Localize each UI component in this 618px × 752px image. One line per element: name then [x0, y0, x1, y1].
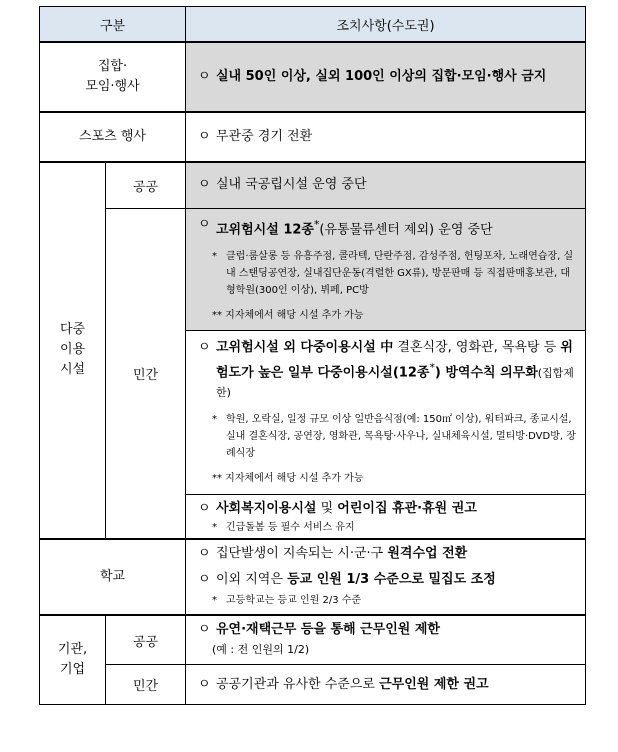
measures-table [39, 6, 586, 705]
sub-private: 민간 [106, 208, 186, 539]
measure-multi-public: ㅇ 실내 국공립시설 운영 중단 [186, 162, 586, 208]
header-measures: 조치사항(수도권) [186, 7, 586, 43]
row-multi-public [40, 162, 586, 208]
note-school: * 고등학교는 등교 인원 2/3 수준 [212, 595, 362, 607]
measure-welfare: ㅇ 사회복지이용시설 및 어린이집 휴관·휴원 권고 * 긴급돌봄 등 필수 서비스 유지 [186, 494, 586, 539]
category-company: 기관, 기업 [40, 615, 106, 705]
sub-public: 공공 [106, 162, 186, 208]
measure-sports: ㅇ 무관중 경기 전환 [186, 112, 586, 162]
note2-other-facilities: ** 지자체에서 해당 시설 추가 가능 [212, 472, 364, 484]
note-welfare: * 긴급돌봄 등 필수 서비스 유지 [212, 521, 355, 533]
measure-high-risk: ㅇ 고위험시설 12종*(유통물류센터 제외) 운영 중단 * 클럽·룸살롱 등 유흥주점, 콜라텍, 단란주점, 감성주점, 헌팅포차, 노래연습장, 실내 스탠딩공연장, 실내집단운동(격렬한 GX류), 방문판매 등 직접판매홍보관, 대형학원(300인 이상), 뷔페, PC방 ** 지자체에서 해당 시설 추가 가능 [186, 208, 586, 330]
category-gathering: 집합· 모임·행사 [40, 42, 186, 112]
note-company-public: (예 : 전 인원의 1/2) [212, 643, 310, 657]
row-sports [40, 112, 586, 162]
category-multi-use-facilities: 다중 이용 시설 [40, 162, 106, 539]
row-school [40, 539, 586, 615]
measure-school: ㅇ 집단발생이 지속되는 시·군·구 원격수업 전환 ㅇ 이외 지역은 등교 인원 1/3 수준으로 밀집도 조정 * 고등학교는 등교 인원 2/3 수준 [186, 539, 586, 615]
row-company-public [40, 615, 586, 665]
category-school: 학교 [40, 539, 186, 615]
header-row [40, 7, 586, 43]
category-sports: 스포츠 행사 [40, 112, 186, 162]
measure-other-facilities: ㅇ 고위험시설 외 다중이용시설 中 결혼식장, 영화관, 목욕탕 등 위험도가 높은 일부 다중이용시설(12종*) 방역수칙 의무화(집합제한) * 학원, 오락실, 일정 규모 이상 일반음식점(예: 150㎡ 이상), 워터파크, 종교시설, 실내 결혼식장, 공연장, 영화관, 목욕탕·사우나, 실내체육시설, 멀티방·DVD방, 장례식장 ** 지자체에서 해당 시설 추가 가능 [186, 330, 586, 494]
row-multi-private-1 [40, 208, 586, 330]
measure-company-private: ㅇ 공공기관과 유사한 수준으로 근무인원 제한 권고 [186, 665, 586, 705]
sub-company-private: 민간 [106, 665, 186, 705]
note-high-risk: * 클럽·룸살롱 등 유흥주점, 콜라텍, 단란주점, 감성주점, 헌팅포차, 노래연습장, 실내 스탠딩공연장, 실내집단운동(격렬한 GX류), 방문판매 등 직접판매홍보관, 대형학원(300인 이상), 뷔페, PC방 [212, 250, 574, 296]
measure-company-public: ㅇ 유연·재택근무 등을 통해 근무인원 제한 (예 : 전 인원의 1/2) [186, 615, 586, 665]
header-category: 구분 [40, 7, 186, 43]
note2-high-risk: ** 지자체에서 해당 시설 추가 가능 [212, 309, 364, 321]
measure-gathering: ㅇ 실내 50인 이상, 실외 100인 이상의 집합·모임·행사 금지 [186, 42, 586, 112]
sub-company-public: 공공 [106, 615, 186, 665]
note-other-facilities: * 학원, 오락실, 일정 규모 이상 일반음식점(예: 150㎡ 이상), 워터파크, 종교시설, 실내 결혼식장, 공연장, 영화관, 목욕탕·사우나, 실내체육시설, 멀티방·DVD방, 장례식장 [212, 413, 576, 459]
row-company-private [40, 665, 586, 705]
row-gathering [40, 42, 586, 112]
